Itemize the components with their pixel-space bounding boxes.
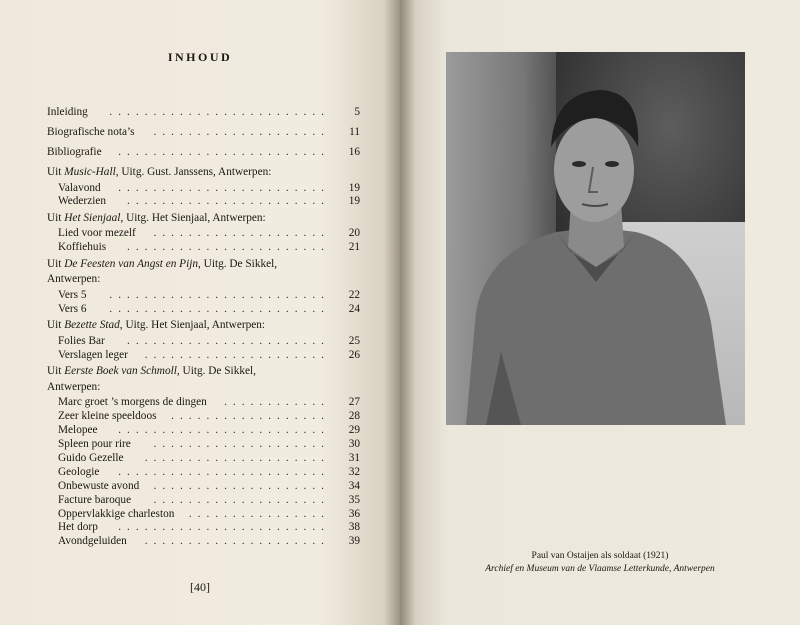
toc-entry	[47, 493, 360, 507]
section-place: Antwerpen:	[47, 380, 101, 393]
toc-entry-label: Oppervlakkige charleston	[58, 507, 175, 520]
toc-title: INHOUD	[167, 50, 233, 64]
section-prefix: Uit	[47, 165, 65, 178]
toc-section-heading	[47, 257, 360, 271]
toc-entry-page: 19	[348, 181, 360, 194]
toc-entry-page: 38	[348, 521, 360, 534]
toc-entry-label: Het dorp	[58, 521, 98, 534]
toc-entry	[47, 226, 360, 240]
leader-dots: .......................	[127, 241, 330, 254]
toc-entry	[47, 181, 360, 195]
section-prefix: Uit	[47, 257, 65, 270]
leader-dots: .......................	[127, 334, 330, 347]
toc-entry	[47, 507, 360, 521]
section-publisher: , Uitg. De Sikkel,	[198, 257, 278, 270]
toc-entry-label: Wederzien	[58, 195, 107, 208]
section-prefix: Uit	[47, 319, 65, 332]
section-work-title: Het Sienjaal	[64, 211, 121, 224]
toc-entry-label: Avondgeluiden	[58, 535, 127, 548]
photo-caption: Paul van Ostaijen als soldaat (1921)	[531, 551, 669, 561]
leader-dots: ................	[188, 507, 330, 520]
toc-entry-page: 39	[348, 535, 360, 548]
toc-entry-label: Guido Gezelle	[58, 451, 124, 464]
toc-entry-label: Inleiding	[47, 106, 88, 118]
toc-entry-label: Vers 6	[58, 302, 87, 315]
toc-entry-page: 21	[348, 241, 360, 254]
toc-entry-label: Valavond	[58, 181, 101, 194]
section-publisher: , Uitg. Gust. Janssens, Antwerpen:	[115, 165, 272, 178]
toc-entry-label: Lied voor mezelf	[58, 227, 136, 240]
photo-credit: Archief en Museum van de Vlaamse Letterkunde, Antwerpen	[485, 564, 715, 574]
toc-entry-label: Zeer kleine speeldoos	[58, 410, 157, 423]
section-publisher: , Uitg. Het Sienjaal, Antwerpen:	[119, 319, 266, 332]
leader-dots: ....................	[153, 227, 330, 240]
toc-entry-page: 16	[348, 145, 360, 158]
toc-entry-label: Bibliografie	[47, 145, 102, 158]
toc-section-heading	[47, 364, 360, 378]
page-number: [40]	[190, 580, 210, 594]
toc-entry-page: 36	[348, 507, 360, 520]
toc-entry	[47, 125, 360, 139]
leader-dots: ..................	[171, 410, 330, 423]
toc-entry-page: 31	[348, 451, 360, 464]
toc-section-heading	[47, 318, 360, 332]
toc-entry	[47, 240, 360, 254]
section-publisher: , Uitg. Het Sienjaal, Antwerpen:	[120, 211, 266, 224]
toc-entry-label: Marc groet ’s morgens de dingen	[58, 396, 207, 409]
toc-entry	[47, 423, 360, 437]
section-work-title: De Feesten van Angst en Pijn	[64, 257, 199, 270]
toc-entry	[47, 288, 360, 302]
toc-entry-page: 20	[348, 227, 360, 240]
toc-entry	[47, 437, 360, 451]
toc-entry-page: 22	[348, 288, 360, 301]
toc-entry	[47, 145, 360, 159]
leader-dots: ........................	[118, 465, 330, 478]
toc-entry-page: 35	[348, 493, 360, 506]
toc-section-heading	[47, 211, 360, 225]
soldier-figure	[446, 52, 745, 425]
toc-entry-page: 32	[348, 465, 360, 478]
toc-entry-page: 27	[348, 396, 360, 409]
toc-entry	[47, 479, 360, 493]
toc-entry-page: 29	[348, 424, 360, 437]
leader-dots: ....................	[153, 438, 330, 450]
leader-dots: ....................	[153, 479, 330, 492]
toc-entry-label: Facture baroque	[58, 493, 132, 506]
toc-entry-label: Onbewuste avond	[58, 479, 140, 492]
toc-entry	[47, 302, 360, 316]
toc-entry-page: 34	[348, 479, 360, 492]
toc-entry	[47, 348, 360, 362]
leader-dots: ....................	[153, 125, 330, 138]
toc-entry	[47, 105, 360, 119]
toc-entry	[47, 465, 360, 479]
toc-entry-page: 24	[348, 302, 360, 315]
leader-dots: .........................	[109, 302, 330, 315]
toc-entry-label: Folies Bar	[58, 334, 105, 347]
section-place: Antwerpen:	[47, 273, 101, 286]
toc-entry	[47, 451, 360, 465]
toc-entry-page: 30	[348, 438, 360, 450]
leader-dots: ........................	[118, 521, 330, 534]
leader-dots: ........................	[118, 424, 330, 437]
leader-dots: ............	[224, 396, 330, 409]
toc-entry-label: Verslagen leger	[58, 348, 128, 361]
toc-entry-page: 28	[348, 410, 360, 423]
section-work-title: Bezette Stad	[64, 319, 120, 332]
toc-entry-page: 25	[348, 334, 360, 347]
leader-dots: ........................	[118, 145, 330, 158]
toc-entry-label: Vers 5	[58, 288, 87, 301]
section-work-title: Eerste Boek van Schmoll	[64, 365, 177, 378]
section-prefix: Uit	[47, 211, 65, 224]
section-work-title: Music-Hall	[64, 165, 116, 178]
toc-entry	[47, 334, 360, 348]
toc-entry-label: Geologie	[58, 465, 100, 478]
toc-entry	[47, 409, 360, 423]
portrait-photo	[446, 52, 745, 425]
toc-entry-page: 5	[354, 106, 360, 118]
leader-dots: .....................	[144, 451, 330, 464]
section-publisher: , Uitg. De Sikkel,	[176, 365, 256, 378]
toc-entry	[47, 194, 360, 208]
leader-dots: .....................	[144, 348, 330, 361]
leader-dots: .........................	[109, 106, 330, 118]
toc-entry	[47, 520, 360, 534]
toc-section-heading	[47, 165, 360, 179]
section-prefix: Uit	[47, 365, 65, 378]
leader-dots: .........................	[109, 288, 330, 301]
toc-entry	[47, 395, 360, 409]
toc-entry-label: Biografische nota’s	[47, 125, 135, 138]
leader-dots: ....................	[153, 493, 330, 506]
toc-entry	[47, 534, 360, 548]
toc-entry-page: 26	[348, 348, 360, 361]
toc-entry-label: Spleen pour rire	[58, 438, 131, 450]
leader-dots: .......................	[127, 195, 330, 208]
toc-entry-label: Melopee	[58, 424, 98, 437]
toc-entry-label: Koffiehuis	[58, 241, 107, 254]
leader-dots: ........................	[118, 181, 330, 194]
toc-entry-page: 11	[349, 125, 360, 138]
leader-dots: .....................	[144, 535, 330, 548]
toc-entry-page: 19	[348, 195, 360, 208]
